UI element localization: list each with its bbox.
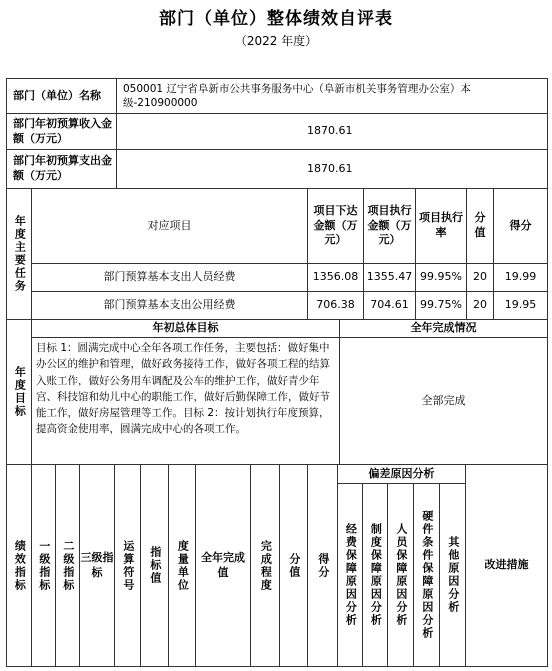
tasks-header-exec-amount: 项目执行金额（万元） [363, 188, 416, 264]
dept-name-value: 050001 辽宁省阜新市公共事务服务中心（阜新市机关事务管理办公室）本级-210900000 [116, 78, 548, 114]
table-row: 部门预算基本支出公用经费 [31, 291, 308, 320]
perf-header-other: 其他原因分析 [439, 483, 466, 667]
goals-section-label: 年度目标 [6, 319, 32, 465]
perf-header-deviation: 偏差原因分析 [337, 464, 466, 484]
perf-header-level3: 三级指标 [79, 464, 115, 667]
perf-header-personnel: 人员保障原因分析 [387, 483, 414, 667]
perf-header-improvement: 改进措施 [465, 464, 548, 667]
tasks-header-score: 分值 [466, 188, 494, 264]
budget-income-value: 1870.61 [116, 113, 548, 150]
perf-header-level1: 一级指标 [31, 464, 56, 667]
goals-initial-text: 目标 1：圆满完成中心全年各项工作任务，主要包括：做好集中办公区的维护和管理，做好政务接待工作，做好各项工程的结算入账工作，做好公务用车调配及公车的维护工作，做好青少年宫、科技馆和幼儿中心的职能工作，做好后勤保障工作，做好节能工作，做好房屋管理等工作。目标 2：按计划执行年度预算，提高资金使用率，圆满完成中心的各项工作。 [31, 337, 340, 465]
budget-expense-label: 部门年初预算支出金额（万元） [6, 149, 117, 189]
perf-header-funding: 经费保障原因分析 [337, 483, 363, 667]
goals-initial-header: 年初总体目标 [31, 319, 340, 338]
table-row: 部门预算基本支出人员经费 [31, 263, 308, 292]
goals-completion-header: 全年完成情况 [339, 319, 548, 338]
table-row: 19.99 [493, 263, 548, 292]
perf-header-operator: 运算符号 [114, 464, 141, 667]
perf-header-hardware: 硬件条件保障原因分析 [413, 483, 440, 667]
page-title: 部门（单位）整体绩效自评表 [159, 9, 393, 29]
perf-header-score: 分值 [279, 464, 308, 667]
perf-header-got: 得分 [307, 464, 338, 667]
table-row: 1356.08 [307, 263, 364, 292]
table-row: 1355.47 [363, 263, 416, 292]
perf-header-degree: 完成程度 [250, 464, 280, 667]
goals-completion-text: 全部完成 [339, 337, 548, 465]
table-row: 19.95 [493, 291, 548, 320]
table-row: 20 [466, 291, 494, 320]
table-row: 706.38 [307, 291, 364, 320]
perf-header-target-value: 指标值 [140, 464, 169, 667]
table-row: 99.95% [415, 263, 467, 292]
perf-header-unit: 度量单位 [168, 464, 196, 667]
tasks-section-label: 年度主要任务 [6, 188, 32, 320]
perf-header-system: 制度保障原因分析 [362, 483, 388, 667]
perf-header-level2: 二级指标 [55, 464, 80, 667]
tasks-header-item: 对应项目 [31, 188, 308, 264]
perf-header-completed-value: 全年完成值 [195, 464, 251, 667]
budget-expense-value: 1870.61 [116, 149, 548, 189]
tasks-header-rate: 项目执行率 [415, 188, 467, 264]
tasks-header-amount: 项目下达金额（万元） [307, 188, 364, 264]
tasks-header-got: 得分 [493, 188, 548, 264]
perf-section-label: 绩效指标 [6, 464, 32, 667]
budget-income-label: 部门年初预算收入金额（万元） [6, 113, 117, 150]
table-row: 704.61 [363, 291, 416, 320]
table-row: 20 [466, 263, 494, 292]
dept-name-label: 部门（单位）名称 [6, 78, 117, 114]
table-row: 99.75% [415, 291, 467, 320]
report-year: （2022 年度） [234, 34, 318, 48]
